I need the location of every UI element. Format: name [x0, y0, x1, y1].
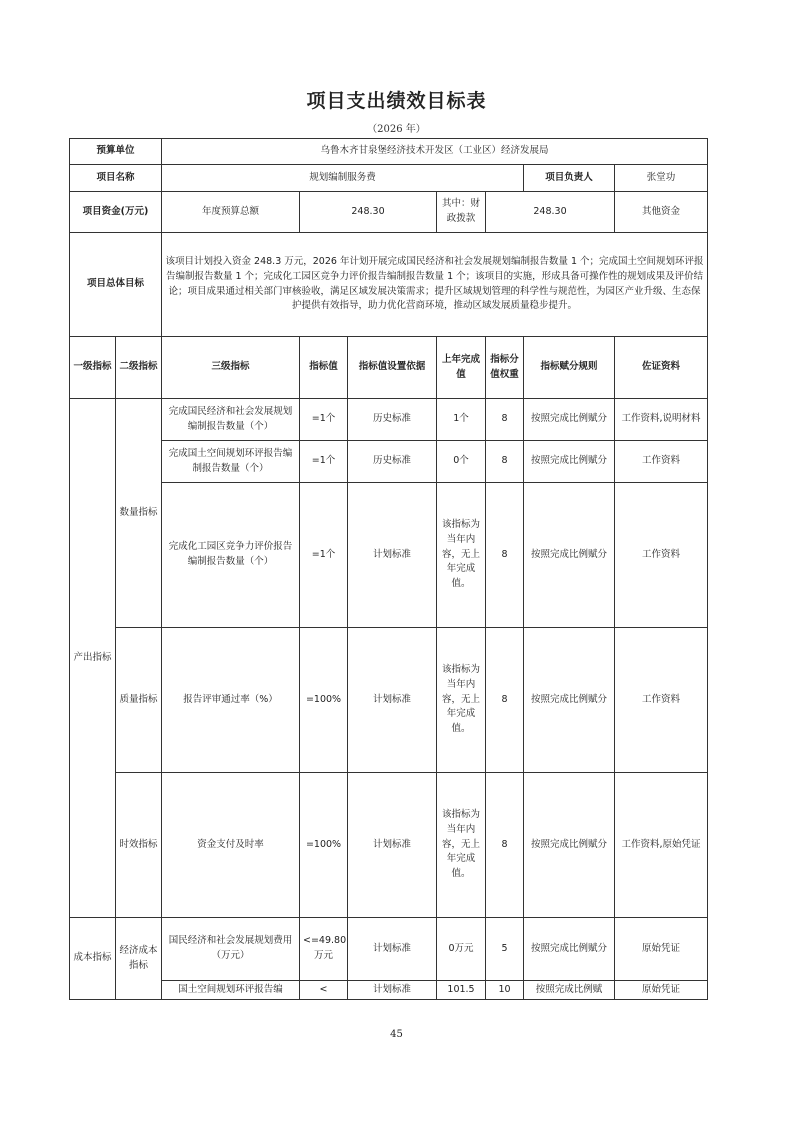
indicator-value: =1个 — [300, 399, 348, 441]
header-level3: 三级指标 — [162, 337, 300, 399]
indicator-basis: 历史标准 — [348, 399, 437, 441]
table-row — [70, 483, 708, 628]
indicator-header-row — [70, 337, 708, 399]
indicator-weight: 10 — [486, 981, 524, 1000]
indicator-weight: 8 — [486, 483, 524, 628]
group-cost: 成本指标 — [70, 918, 116, 1000]
table-row — [70, 918, 708, 981]
header-value: 指标值 — [300, 337, 348, 399]
indicator-name: 完成国民经济和社会发展规划编制报告数量（个） — [162, 399, 300, 441]
indicator-rule: 按照完成比例赋 — [524, 981, 615, 1000]
group-quantity: 数量指标 — [116, 399, 162, 628]
header-basis: 指标值设置依据 — [348, 337, 437, 399]
indicator-name: 报告评审通过率（%） — [162, 628, 300, 773]
indicator-name: 完成化工园区竞争力评价报告编制报告数量（个） — [162, 483, 300, 628]
budget-unit-row — [70, 139, 708, 165]
indicator-value: =1个 — [300, 441, 348, 483]
project-name-row — [70, 165, 708, 192]
project-leader-label: 项目负责人 — [524, 165, 615, 192]
indicator-value: <=49.80万元 — [300, 918, 348, 981]
indicator-rule: 按照完成比例赋分 — [524, 918, 615, 981]
table-row — [70, 773, 708, 918]
table-row — [70, 399, 708, 441]
group-timeliness: 时效指标 — [116, 773, 162, 918]
project-name-label: 项目名称 — [70, 165, 162, 192]
indicator-last-year: 0个 — [437, 441, 486, 483]
table-row — [70, 628, 708, 773]
indicator-last-year: 0万元 — [437, 918, 486, 981]
indicator-rule: 按照完成比例赋分 — [524, 483, 615, 628]
header-weight: 指标分值权重 — [486, 337, 524, 399]
indicator-evidence: 工作资料 — [615, 483, 708, 628]
header-level1: 一级指标 — [70, 337, 116, 399]
group-output: 产出指标 — [70, 399, 116, 918]
indicator-last-year: 该指标为当年内容，无上年完成值。 — [437, 773, 486, 918]
indicator-weight: 8 — [486, 399, 524, 441]
header-evidence: 佐证资料 — [615, 337, 708, 399]
indicator-evidence: 工作资料,原始凭证 — [615, 773, 708, 918]
header-level2: 二级指标 — [116, 337, 162, 399]
project-funds-row — [70, 192, 708, 233]
budget-unit-value: 乌鲁木齐甘泉堡经济技术开发区（工业区）经济发展局 — [162, 139, 708, 165]
indicator-evidence: 原始凭证 — [615, 918, 708, 981]
indicator-basis: 计划标准 — [348, 981, 437, 1000]
indicator-value: =100% — [300, 773, 348, 918]
indicator-name: 国土空间规划环评报告编 — [162, 981, 300, 1000]
overall-goal-text: 该项目计划投入资金 248.3 万元，2026 年计划开展完成国民经济和社会发展规划编制报告数量 1 个；完成国土空间规划环评报告编制报告数量 1 个；完成化工园区竞争力评价报告编制报告数量 1 个；该项目的实施，形成具备可操作性的规划成果及评价结论；项目成果通过相关部门审核验收，满足区域发展决策需求；提升区域规划管理的科学性与规范性，为园区产业升级、生态保护提供有效指导，助力优化营商环境，推动区域发展质量稳步提升。 — [162, 233, 708, 337]
indicator-value: < — [300, 981, 348, 1000]
indicator-name: 国民经济和社会发展规划费用（万元） — [162, 918, 300, 981]
performance-target-table — [69, 138, 708, 1000]
header-scoring: 指标赋分规则 — [524, 337, 615, 399]
indicator-evidence: 工作资料 — [615, 441, 708, 483]
indicator-basis: 计划标准 — [348, 483, 437, 628]
project-name-value: 规划编制服务费 — [162, 165, 524, 192]
indicator-value: =1个 — [300, 483, 348, 628]
fiscal-allocation-label: 其中：财政拨款 — [437, 192, 486, 233]
indicator-weight: 8 — [486, 441, 524, 483]
overall-goal-label: 项目总体目标 — [70, 233, 162, 337]
other-funds-label: 其他资金 — [615, 192, 708, 233]
indicator-rule: 按照完成比例赋分 — [524, 773, 615, 918]
indicator-basis: 历史标准 — [348, 441, 437, 483]
indicator-rule: 按照完成比例赋分 — [524, 628, 615, 773]
indicator-evidence: 工作资料,说明材料 — [615, 399, 708, 441]
indicator-last-year: 1个 — [437, 399, 486, 441]
table-row — [70, 441, 708, 483]
header-last-year: 上年完成值 — [437, 337, 486, 399]
indicator-last-year: 该指标为当年内容，无上年完成值。 — [437, 483, 486, 628]
page-number: 45 — [390, 1029, 403, 1040]
indicator-basis: 计划标准 — [348, 773, 437, 918]
indicator-evidence: 工作资料 — [615, 628, 708, 773]
indicator-last-year: 101.5 — [437, 981, 486, 1000]
project-leader-value: 张堂功 — [615, 165, 708, 192]
annual-budget-value: 248.30 — [300, 192, 437, 233]
annual-budget-label: 年度预算总额 — [162, 192, 300, 233]
indicator-weight: 8 — [486, 773, 524, 918]
overall-goal-row — [70, 233, 708, 337]
indicator-rule: 按照完成比例赋分 — [524, 399, 615, 441]
indicator-weight: 8 — [486, 628, 524, 773]
project-funds-label: 项目资金(万元) — [70, 192, 162, 233]
budget-unit-label: 预算单位 — [70, 139, 162, 165]
indicator-rule: 按照完成比例赋分 — [524, 441, 615, 483]
indicator-weight: 5 — [486, 918, 524, 981]
indicator-basis: 计划标准 — [348, 918, 437, 981]
fiscal-allocation-value: 248.30 — [486, 192, 615, 233]
indicator-name: 资金支付及时率 — [162, 773, 300, 918]
group-economic-cost: 经济成本指标 — [116, 918, 162, 1000]
year-subtitle: （2026 年） — [367, 124, 426, 135]
indicator-name: 完成国土空间规划环评报告编制报告数量（个） — [162, 441, 300, 483]
table-row — [70, 981, 708, 1000]
indicator-basis: 计划标准 — [348, 628, 437, 773]
indicator-last-year: 该指标为当年内容，无上年完成值。 — [437, 628, 486, 773]
indicator-evidence: 原始凭证 — [615, 981, 708, 1000]
group-quality: 质量指标 — [116, 628, 162, 773]
indicator-value: =100% — [300, 628, 348, 773]
page-title: 项目支出绩效目标表 — [306, 90, 487, 112]
